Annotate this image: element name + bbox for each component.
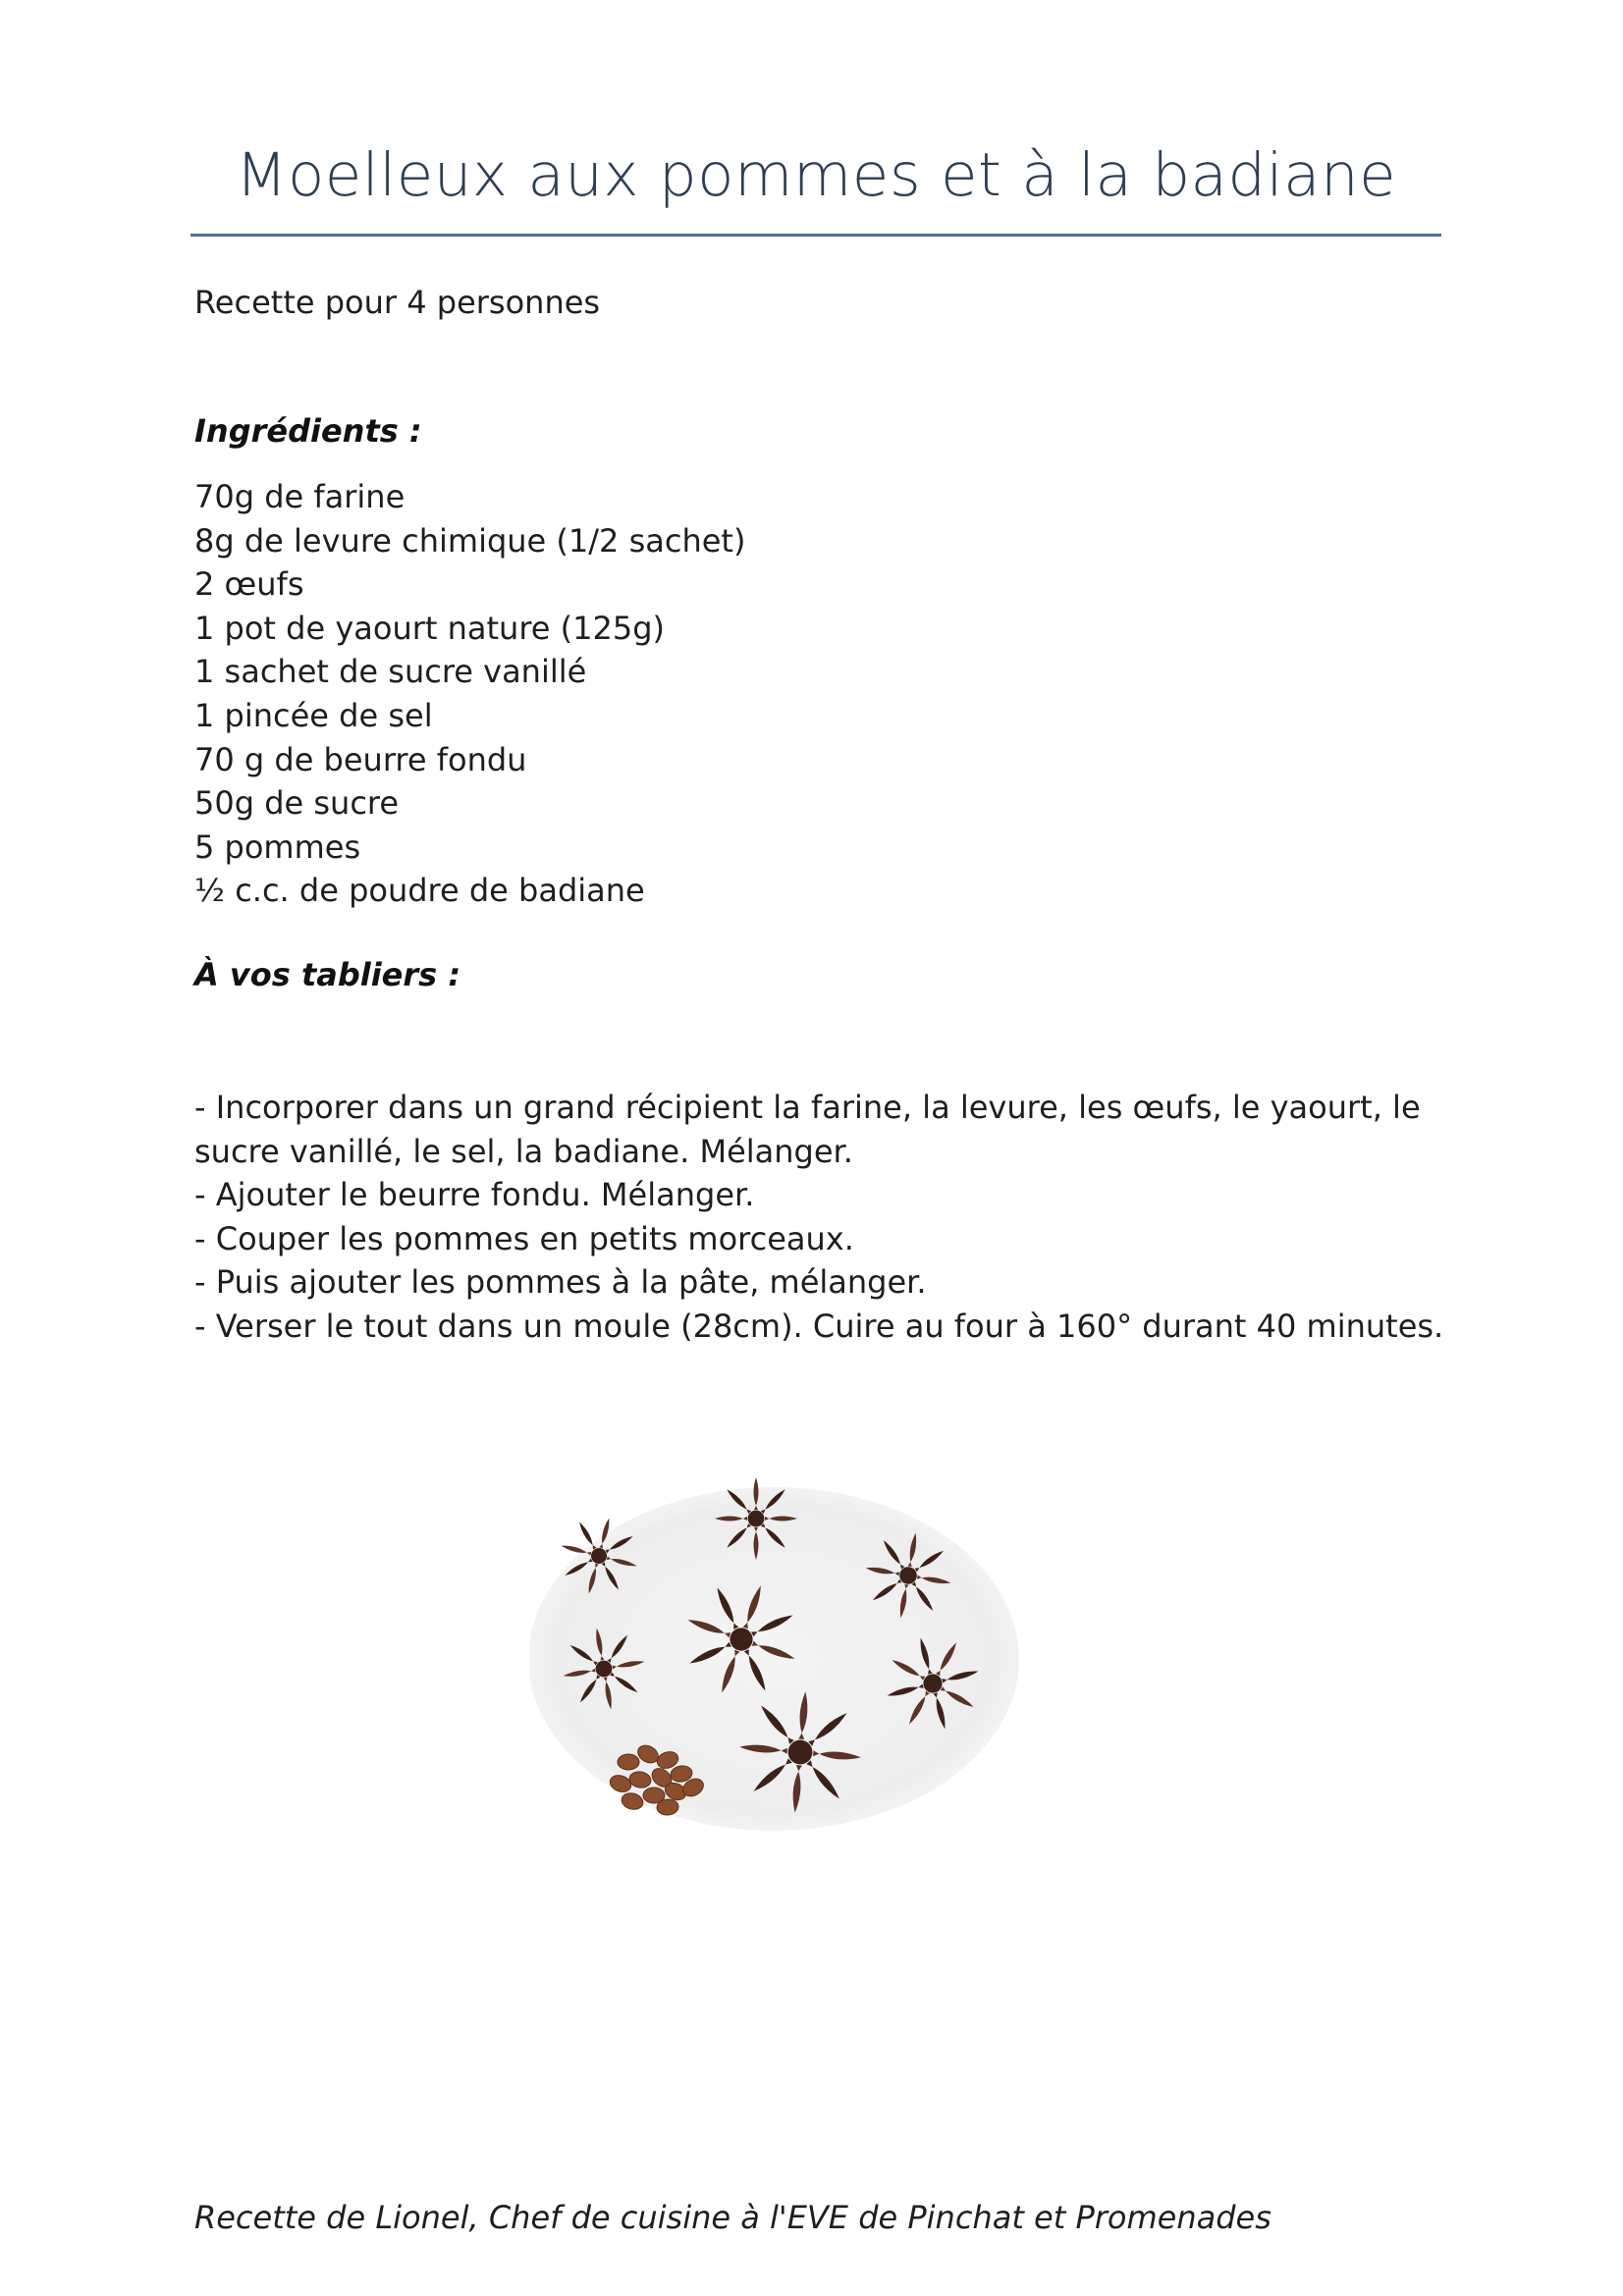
steps-list [194, 1086, 1461, 1349]
ingredient-item: 1 pot de yaourt nature (125g) [194, 609, 665, 647]
step-item: - Verser le tout dans un moule (28cm). Cuire au four à 160° durant 40 minutes. [194, 1307, 1444, 1345]
star-anise-photo [530, 1468, 1021, 1837]
ingredient-item: 2 œufs [194, 565, 304, 604]
ingredients-heading: Ingrédients : [194, 412, 422, 450]
ingredient-item: 8g de levure chimique (1/2 sachet) [194, 521, 746, 560]
anise-seed [618, 1754, 639, 1770]
ingredient-item: 70g de farine [194, 478, 406, 515]
step-item: - Incorporer dans un grand récipient la farine, la levure, les œufs, le yaourt, le sucre vanillé, le sel, la badiane. Mélanger. [194, 1089, 1421, 1170]
title-underline [190, 234, 1441, 237]
recipe-credit: Recette de Lionel, Chef de cuisine à l'EVE de Pinchat et Promenades [194, 2199, 1271, 2236]
ingredient-item: 1 sachet de sucre vanillé [194, 653, 587, 691]
page-title: Moelleux aux pommes et à la badiane [235, 140, 1397, 210]
ingredient-item: ½ c.c. de poudre de badiane [194, 872, 645, 910]
servings-line: Recette pour 4 personnes [194, 284, 601, 321]
ingredient-item: 70 g de beurre fondu [194, 740, 527, 778]
ingredients-list [194, 475, 745, 913]
ingredient-item: 50g de sucre [194, 784, 400, 823]
step-item: - Puis ajouter les pommes à la pâte, mélanger. [194, 1263, 927, 1302]
ingredient-item: 5 pommes [194, 828, 361, 866]
step-item: - Ajouter le beurre fondu. Mélanger. [194, 1176, 755, 1214]
step-item: - Couper les pommes en petits morceaux. [194, 1219, 854, 1257]
steps-heading: À vos tabliers : [194, 956, 461, 993]
ingredient-item: 1 pincée de sel [194, 696, 433, 734]
